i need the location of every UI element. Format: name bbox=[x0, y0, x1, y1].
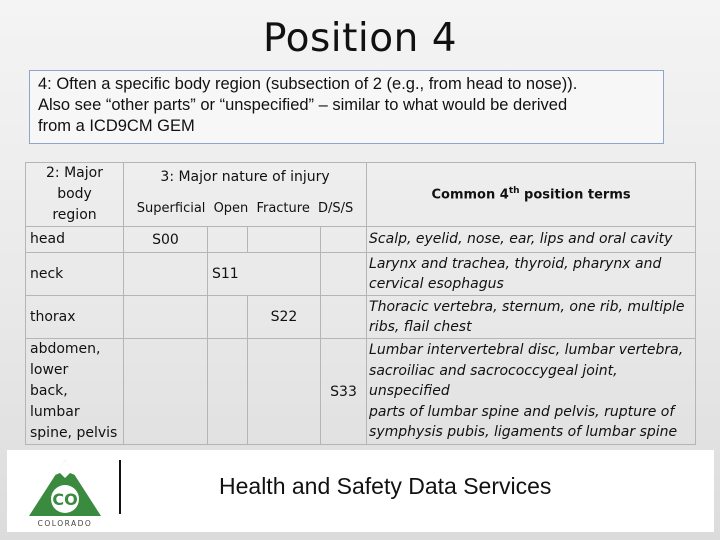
definition-line-3: from a ICD9CM GEM bbox=[38, 117, 195, 135]
header-nature-subtypes bbox=[124, 191, 367, 226]
logo-wordmark: COLORADO bbox=[37, 519, 93, 528]
definition-box bbox=[29, 70, 664, 144]
footer-banner bbox=[7, 450, 714, 532]
table-row bbox=[26, 296, 696, 339]
definition-line-2: Also see “other parts” or “unspecified” – similar to what would be derived bbox=[38, 96, 568, 114]
code-s11: S11 bbox=[208, 253, 321, 296]
colorado-logo bbox=[25, 458, 105, 526]
terms-abdomen: Lumbar intervertebral disc, lumbar vertebra, sacroiliac and sacrococcygeal joint, unspecified parts of lumbar spine and pelvis, rupture of symphysis pubis, ligaments of lumbar spine bbox=[367, 339, 696, 445]
subtype-superficial: Superficial bbox=[136, 201, 206, 217]
header-common-terms: Common 4th position terms bbox=[367, 163, 696, 227]
subtype-fracture: Fracture bbox=[256, 201, 310, 217]
definition-line-1: 4: Often a specific body region (subsection of 2 (e.g., from head to nose)). bbox=[38, 75, 578, 93]
header-nature-of-injury: 3: Major nature of injury bbox=[124, 163, 367, 192]
code-s22: S22 bbox=[248, 296, 321, 339]
subtype-open: Open bbox=[213, 201, 249, 217]
header-body-region: 2: Major body region bbox=[26, 163, 124, 227]
table-row bbox=[26, 227, 696, 253]
region-neck: neck bbox=[26, 253, 124, 296]
logo-letters: CO bbox=[52, 490, 78, 509]
footer-divider bbox=[119, 460, 121, 514]
table-row bbox=[26, 253, 696, 296]
terms-thorax: Thoracic vertebra, sternum, one rib, multiple ribs, flail chest bbox=[367, 296, 696, 339]
injury-code-table bbox=[25, 162, 696, 445]
subtype-dss: D/S/S bbox=[317, 201, 354, 217]
colorado-mountain-icon bbox=[25, 458, 105, 520]
table-row bbox=[26, 339, 696, 445]
slide-title: Position 4 bbox=[262, 16, 458, 61]
terms-head: Scalp, eyelid, nose, ear, lips and oral cavity bbox=[367, 227, 696, 253]
terms-neck: Larynx and trachea, thyroid, pharynx and cervical esophagus bbox=[367, 253, 696, 296]
footer-title: Health and Safety Data Services bbox=[219, 473, 552, 499]
region-abdomen: abdomen, lower back, lumbar spine, pelvis bbox=[26, 339, 124, 445]
region-thorax: thorax bbox=[26, 296, 124, 339]
code-s33: S33 bbox=[321, 339, 367, 445]
region-head: head bbox=[26, 227, 124, 253]
code-s00: S00 bbox=[124, 227, 208, 253]
